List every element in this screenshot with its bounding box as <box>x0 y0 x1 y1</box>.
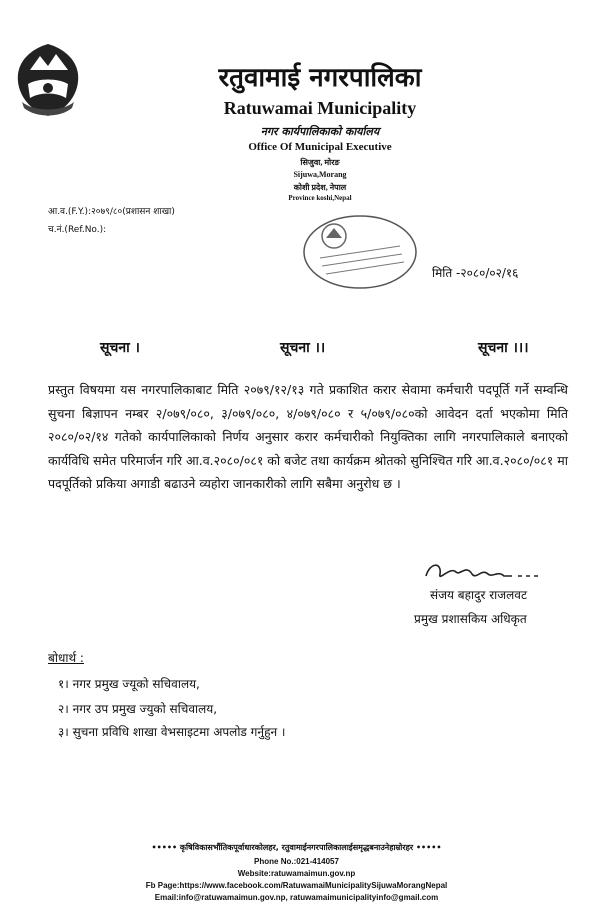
footer-website: Website:ratuwamaimun.gov.np <box>237 869 356 878</box>
office-name-en: Office Of Municipal Executive <box>248 141 392 153</box>
office-stamp-icon <box>300 212 420 292</box>
footer-email: Email:info@ratuwamaimun.gov.np, ratuwamaimunicipalityinfo@gmail.com <box>154 893 439 902</box>
signer-title: प्रमुख प्रशासकिय अधिकृत <box>414 612 527 626</box>
cc-item: १। नगर प्रमुख ज्यूको सचिवालय, <box>58 677 200 691</box>
notice-heading-1: सूचना । <box>100 340 140 356</box>
province-en: Province koshi,Nepal <box>288 194 352 202</box>
address-np: सिजुवा, मोरङ <box>300 158 340 167</box>
fiscal-year: आ.व.(F.Y.):२०७९/८०(प्रशासन शाखा) <box>48 207 175 217</box>
signature-icon <box>420 556 550 586</box>
municipality-title-en: Ratuwamai Municipality <box>223 98 417 118</box>
office-name-np: नगर कार्यपालिकाको कार्यालय <box>260 125 380 138</box>
notice-heading-3: सूचना ।।। <box>478 340 529 356</box>
cc-heading: बोधार्थ : <box>48 651 84 665</box>
province-np: कोशी प्रदेश, नेपाल <box>293 183 347 192</box>
municipality-title-np: रतुवामाई नगरपालिका <box>218 63 422 93</box>
footer-phone: Phone No.:021-414057 <box>254 857 339 866</box>
notice-heading-2: सूचना ।। <box>280 340 326 356</box>
footer-facebook: Fb Page:https://www.facebook.com/RatuwamaiMunicipalitySijuwaMorangNepal <box>145 881 448 890</box>
reference-number: च.नं.(Ref.No.): <box>48 225 107 235</box>
cc-item: ३। सुचना प्रविधि शाखा वेभसाइटमा अपलोड गर्नुहुन । <box>58 725 286 739</box>
cc-item: २। नगर उप प्रमुख ज्युको सचिवालय, <box>58 702 218 716</box>
address-en: Sijuwa,Morang <box>293 170 347 179</box>
notice-body: प्रस्तुत विषयमा यस नगरपालिकाबाट मिति २०७९/१२/१३ गते प्रकाशित करार सेवामा कर्मचारी पदपूर्ति गर्ने सम्वन्धि सुचना बिज्ञापन नम्बर २/०७९/०८०, ३/०७९/०८०, ४/०७९/०८० र ५/०७९/०८०को आवेदन दर्ता भएकोमा मिति २०८०/०२/१४ गतेको कार्यपालिकाको निर्णय अनुसार करार कर्मचारीको नियुक्तिका लागि नगरपालिकाले बनाएको कार्यविधि समेत परिमार्जन गरि आ.व.२०८०/०८१ को बजेट तथा कार्यक्रम श्रोतको सुनिश्चित गरि आ.व.२०८०/०८१ मा पदपूर्तिको प्रकिया अगाडी बढाउने व्यहोरा जानकारीको लागि सबैमा अनुरोध छ । <box>48 382 568 491</box>
footer-slogan: ••••• कृषिविकासर्भौतिकपूर्वाधारकोलहर, रतुवामाईनगरपालिकालाईसमृद्धबनाउनेहाम्रोरहर ••••• <box>151 843 442 852</box>
signer-name: संजय बहादुर राजलवट <box>430 588 527 602</box>
nepal-emblem-icon <box>12 40 84 120</box>
document-date: मिति -२०८०/०२/१६ <box>432 266 519 280</box>
